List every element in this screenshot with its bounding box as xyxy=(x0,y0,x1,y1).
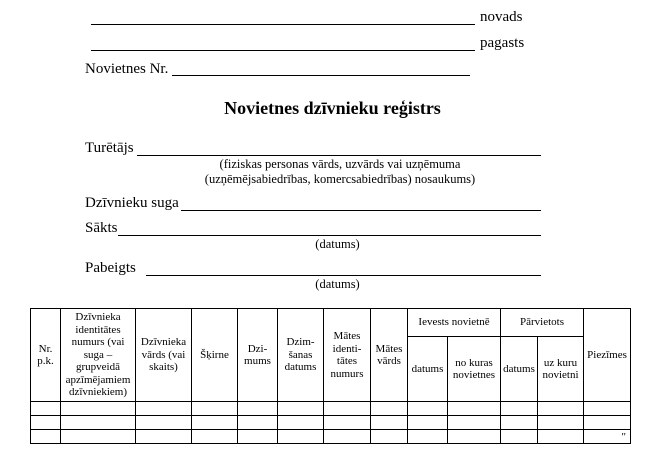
pagasts-label: pagasts xyxy=(480,35,525,51)
col-header-animal-id: Dzīvnieka identitātes numurs (vai suga – grupveidā apzīmējamiem dzīvniekiem) xyxy=(61,309,136,402)
sakts-line[interactable] xyxy=(118,235,541,236)
group-header-imported: Ievests novietnē xyxy=(408,309,501,337)
col-header-sex: Dzi-mums xyxy=(238,309,278,402)
col-header-animal-name: Dzīvnieka vārds (vai skaits) xyxy=(136,309,192,402)
col-header-import-date: datums xyxy=(408,337,448,402)
pabeigts-line[interactable] xyxy=(146,275,541,276)
col-header-move-date: datums xyxy=(501,337,538,402)
register-table xyxy=(30,308,631,444)
turetajs-line[interactable] xyxy=(137,155,541,156)
col-header-mother-name: Mātes vārds xyxy=(371,309,408,402)
pabeigts-label: Pabeigts xyxy=(85,260,136,276)
page-title: Novietnes dzīvnieku reģistrs xyxy=(224,98,441,118)
col-header-notes: Piezīmes xyxy=(584,309,631,402)
table-row xyxy=(31,430,631,444)
col-header-mother-id: Mātes identi-tātes numurs xyxy=(324,309,371,402)
sakts-label: Sākts xyxy=(85,220,118,236)
suga-line[interactable] xyxy=(181,210,541,211)
col-header-import-from: no kuras novietnes xyxy=(448,337,501,402)
novietne-line[interactable] xyxy=(172,75,470,76)
turetajs-note-line1: (fiziskas personas vārds, uzvārds vai uzņēmuma xyxy=(219,157,461,171)
pagasts-line[interactable] xyxy=(91,50,475,51)
table-row xyxy=(31,402,631,416)
col-header-breed: Šķirne xyxy=(192,309,238,402)
suga-label: Dzīvnieku suga xyxy=(85,195,179,211)
col-header-birth-date: Dzim-šanas datums xyxy=(278,309,324,402)
sakts-date-note: (datums) xyxy=(315,237,360,251)
group-header-moved: Pārvietots xyxy=(501,309,584,337)
table-row xyxy=(31,416,631,430)
novads-label: novads xyxy=(480,9,523,25)
turetajs-label: Turētājs xyxy=(85,140,134,156)
turetajs-note-line2: (uzņēmējsabiedrības, komercsabiedrības) nosaukums) xyxy=(204,172,476,186)
novietne-label: Novietnes Nr. xyxy=(85,61,169,77)
pabeigts-date-note: (datums) xyxy=(315,277,360,291)
col-header-move-to: uz kuru novietni xyxy=(538,337,584,402)
ditto-mark: " xyxy=(584,430,631,444)
novads-line[interactable] xyxy=(91,24,475,25)
col-header-nr: Nr. p.k. xyxy=(31,309,61,402)
